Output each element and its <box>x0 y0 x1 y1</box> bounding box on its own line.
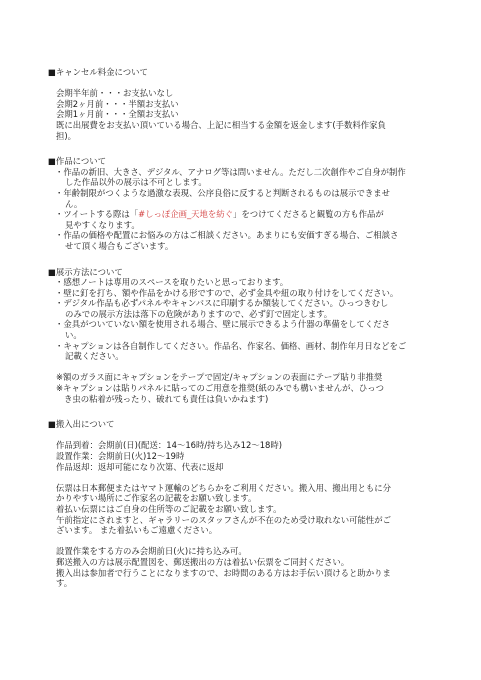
display-notes <box>48 372 445 404</box>
cancel-line: 会期2ヶ月前・・・半額お支払い <box>56 98 179 109</box>
paragraph-line: 設置作業をする方のみ会期前日(火)に持ち込み可。 <box>56 546 247 557</box>
paragraph-line: す。 <box>56 578 73 589</box>
list-item: ・デジタル作品も必ずパネルやキャンバスに印刷するか額装してください。ひっつきむし <box>55 298 389 309</box>
hashtag-link[interactable]: #しっぽ企画_天地を紡ぐ <box>138 209 234 220</box>
paragraph-line: ざいます。 また着払いもご遠慮ください。 <box>56 525 218 536</box>
display-heading: ■展示方法について <box>48 266 123 277</box>
cancel-section <box>48 67 445 141</box>
cancel-line: 会期1ヶ月前・・・全額お支払い <box>56 109 179 120</box>
delivery-section <box>48 419 445 589</box>
list-item: ・感想ノートは専用のスペースを取りたいと思っております。 <box>55 277 289 288</box>
delivery-heading: ■搬入出について <box>48 419 115 430</box>
paragraph-line: 着払い伝票にはご自身の住所等のご記載をお願い致します。 <box>56 503 282 514</box>
cancel-line: 担)。 <box>56 130 77 141</box>
schedule-line: 作品返却：返却可能になり次第、代表に返却 <box>56 461 224 472</box>
list-item: ・壁に釘を打ち、額や作品をかける形ですので、必ず金具や紐の取り付けをしてください。 <box>55 287 399 298</box>
note-line: ※額のガラス面にキャプションをテープで固定/キャプションの表面にテープ貼り非推奨 <box>56 372 383 383</box>
tweet-text-after: 」をつけてくださると観覧の方も作品が <box>233 209 384 220</box>
works-heading: ■作品について <box>48 156 106 167</box>
note-line-continued: き虫の粘着が残ったり、破れても責任は負いかねます) <box>64 393 269 404</box>
list-item: ・作品の新旧、大きさ、デジタル、アナログ等は問いません。ただし二次創作やご自身が制作 <box>55 166 406 177</box>
paragraph-line: 伝票は日本郵便またはヤマト運輸のどちらかをご利用ください。搬入用、搬出用ともに分 <box>56 482 391 493</box>
paragraph-line: 郵送搬入の方は展示配置図を、郵送搬出の方は着払い伝票をご同封ください。 <box>56 556 350 567</box>
list-item <box>55 209 445 220</box>
schedule-line: 作品到着：会期前(日)(配送：14〜16時/持ち込み12〜18時) <box>56 440 283 451</box>
cancel-line: 会期半年前・・・お支払いなし <box>56 88 174 99</box>
display-section <box>48 267 445 405</box>
display-body <box>48 277 445 362</box>
list-item: ・作品の価格や配置にお悩みの方はご相談ください。あまりにも安価すぎる場合、ご相談さ <box>55 230 399 241</box>
works-section <box>48 156 445 251</box>
list-item-continued: 見やすくなります。 <box>65 219 140 230</box>
cancel-line: 既に出展費をお支払い頂いている場合、上記に相当する金額を返金します(手数料作家負 <box>56 119 386 130</box>
delivery-schedule <box>48 440 445 472</box>
list-item-continued: した作品以外の展示は不可とします。 <box>65 177 207 188</box>
paragraph-line: 搬入出は参加者で行うことになりますので、お時間のある方はお手伝い頂けると助かりま <box>56 567 391 578</box>
list-item-continued: せて頂く場合もございます。 <box>65 240 174 251</box>
list-item: ・キャプションは各自制作してください。作品名、作家名、価格、画材、制作年月日などをご <box>55 340 407 351</box>
list-item-continued: い。 <box>65 330 82 341</box>
list-item-continued: 記載ください。 <box>65 351 124 362</box>
schedule-line: 設置作業：会期前日(火)12〜19時 <box>56 451 185 461</box>
paragraph-line: かりやすい場所にご作家名の記載をお願い致します。 <box>56 493 257 504</box>
list-item: ・年齢制限がつくような過激な表現、公序良俗に反すると判断されるものは展示できませ <box>55 187 390 198</box>
cancel-body <box>48 88 445 141</box>
list-item-continued: ん。 <box>65 198 83 209</box>
list-item: ・金具がついていない額を使用される場合、壁に展示できるよう什器の準備をしてくださ <box>55 319 390 330</box>
tweet-text-before: ・ツイートする際は「 <box>55 209 139 220</box>
list-item-continued: のみでの展示方法は落下の危険がありますので、必ず釘で固定します。 <box>65 308 333 319</box>
delivery-paragraph-1 <box>48 483 445 536</box>
delivery-paragraph-2 <box>48 546 445 588</box>
works-body <box>48 167 445 252</box>
paragraph-line: 午前指定にされますと、ギャラリーのスタッフさんが不在のため受け取れない可能性がご <box>56 514 391 525</box>
note-line: ※キャプションは貼りパネルに貼ってのご用意を推奨(紙のみでも構いませんが、ひっつ <box>56 383 385 394</box>
cancel-heading: ■キャンセル料金について <box>48 67 148 77</box>
